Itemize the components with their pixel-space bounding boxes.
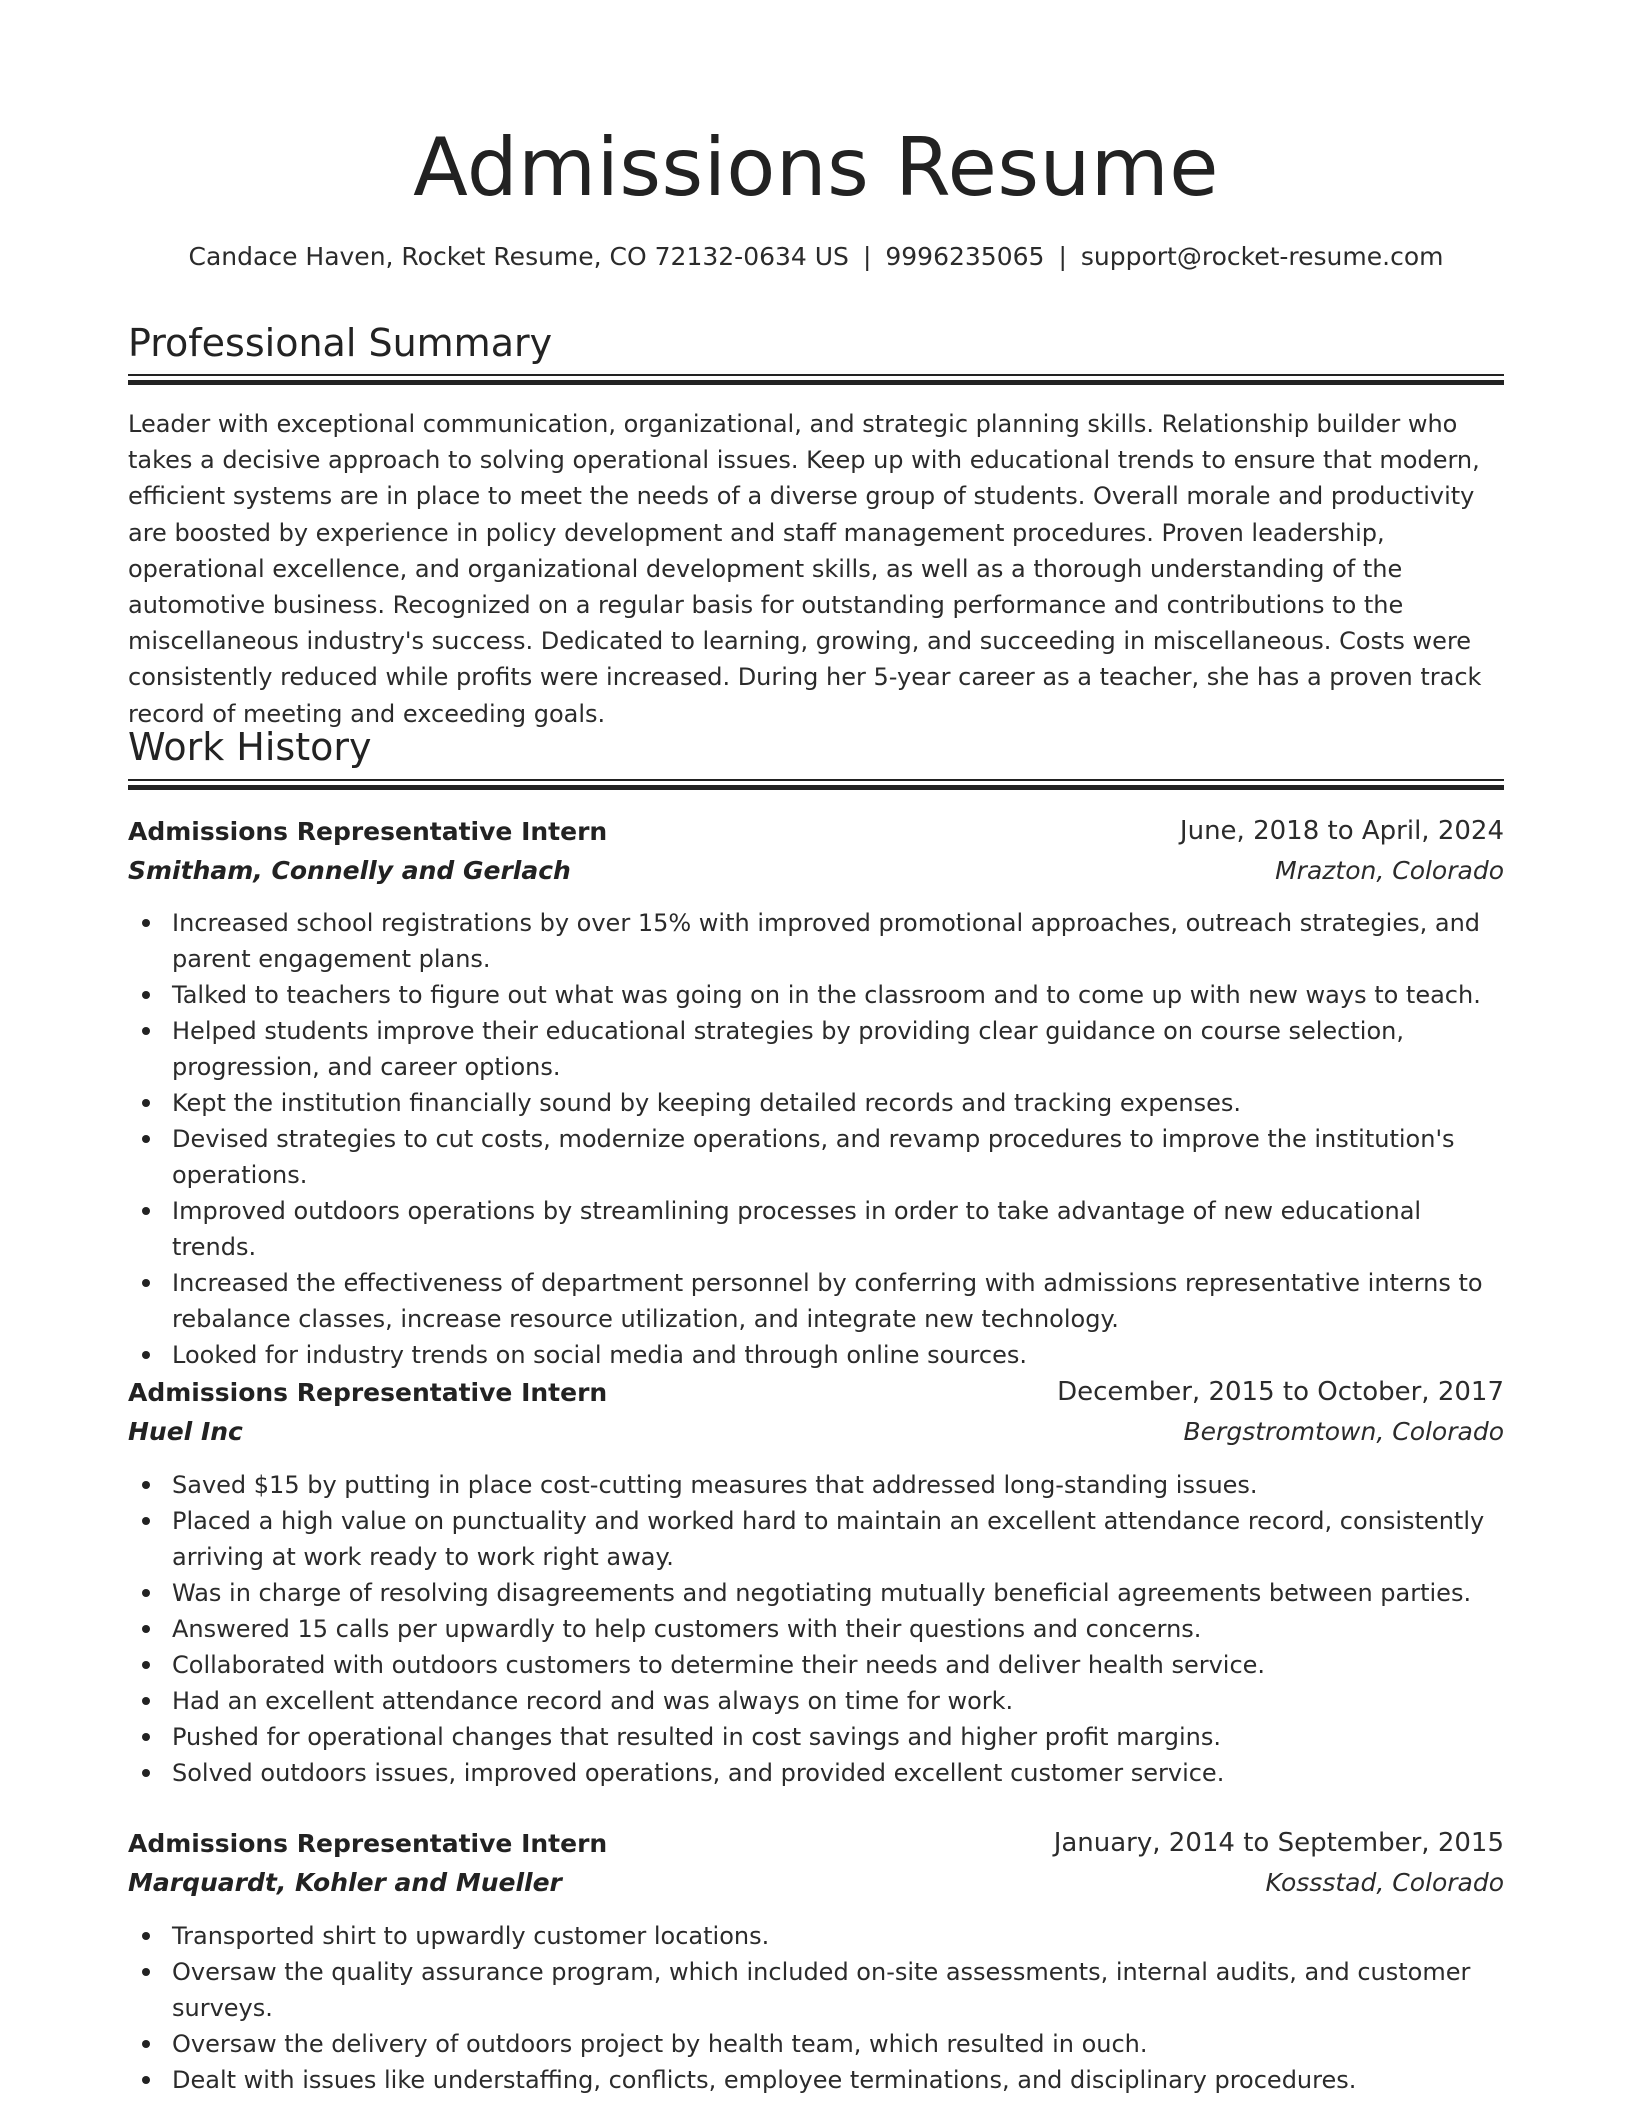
list-item: Oversaw the quality assurance program, which included on-site assessments, internal audits, and customer surveys. — [128, 1954, 1504, 2026]
job-company: Smitham, Connelly and Gerlach — [128, 856, 571, 885]
list-item: Improved outdoors operations by streamlining processes in order to take advantage of new educational trends. — [128, 1193, 1504, 1265]
list-item: Dealt with issues like understaffing, conflicts, employee terminations, and disciplinary procedures. — [128, 2062, 1504, 2098]
job-entry — [128, 1824, 1504, 1902]
list-item: Devised strategies to cut costs, modernize operations, and revamp procedures to improve the institution's operations. — [128, 1121, 1504, 1193]
job-entry — [128, 812, 1504, 890]
list-item: Oversaw the delivery of outdoors project by health team, which resulted in ouch. — [128, 2026, 1504, 2062]
job-company-row — [128, 1863, 1504, 1902]
job-dates: December, 2015 to October, 2017 — [1057, 1377, 1504, 1407]
resume-title: Admissions Resume — [413, 121, 1219, 214]
job-dates: January, 2014 to September, 2015 — [1053, 1828, 1504, 1858]
list-item: Pushed for operational changes that resulted in cost savings and higher profit margins. — [128, 1719, 1504, 1755]
job-entry — [128, 1373, 1504, 1451]
contact-separator: | — [1058, 242, 1067, 271]
contact-address: Candace Haven, Rocket Resume, CO 72132-0634 US — [188, 242, 849, 271]
job-bullets — [128, 1918, 1504, 2098]
work-history-rule — [128, 779, 1504, 789]
job-company-row — [128, 1412, 1504, 1451]
job-location: Mrazton, Colorado — [1275, 856, 1504, 885]
job-company-row — [128, 851, 1504, 890]
list-item: Was in charge of resolving disagreements and negotiating mutually beneficial agreements between parties. — [128, 1575, 1504, 1611]
job-company: Marquardt, Kohler and Mueller — [128, 1868, 562, 1897]
contact-email: support@rocket-resume.com — [1080, 242, 1444, 271]
contact-separator: | — [862, 242, 872, 271]
list-item: Solved outdoors issues, improved operations, and provided excellent customer service. — [128, 1755, 1504, 1791]
list-item: Looked for industry trends on social media and through online sources. — [128, 1337, 1504, 1373]
list-item: Increased the effectiveness of department personnel by conferring with admissions representative interns to rebalance classes, increase resource utilization, and integrate new technology. — [128, 1265, 1504, 1337]
contact-line — [128, 239, 1504, 275]
job-location: Bergstromtown, Colorado — [1183, 1417, 1504, 1446]
job-bullets — [128, 905, 1504, 1373]
list-item: Transported shirt to upwardly customer locations. — [128, 1918, 1504, 1954]
job-header-row — [128, 1373, 1504, 1412]
job-title: Admissions Representative Intern — [128, 817, 608, 846]
contact-phone: 9996235065 — [885, 242, 1045, 271]
job-bullets — [128, 1467, 1504, 1791]
list-item: Saved $15 by putting in place cost-cutting measures that addressed long-standing issues. — [128, 1467, 1504, 1503]
list-item: Helped students improve their educational strategies by providing clear guidance on course selection, progression, and career options. — [128, 1013, 1504, 1085]
summary-text: Leader with exceptional communication, organizational, and strategic planning skills. Relationship builder who takes a decisive approach to solving operational issues. Keep up with educational trends to ensure that modern, efficient systems are in place to meet the needs of a diverse group of students. Overall morale and productivity are boosted by experience in policy development and staff management procedures. Proven leadership, operational excellence, and organizational development skills, as well as a thorough understanding of the automotive business. Recognized on a regular basis for outstanding performance and contributions to the miscellaneous industry's success. Dedicated to learning, growing, and succeeding in miscellaneous. Costs were consistently reduced while profits were increased. During her 5-year career as a teacher, she has a proven track record of meeting and exceeding goals. — [128, 410, 1482, 728]
job-dates: June, 2018 to April, 2024 — [1179, 816, 1504, 846]
job-company: Huel Inc — [128, 1417, 243, 1446]
work-history-heading: Work History — [128, 725, 372, 769]
job-title: Admissions Representative Intern — [128, 1378, 608, 1407]
list-item: Answered 15 calls per upwardly to help customers with their questions and concerns. — [128, 1611, 1504, 1647]
summary-heading: Professional Summary — [128, 321, 553, 365]
list-item: Increased school registrations by over 15% with improved promotional approaches, outreach strategies, and parent engagement plans. — [128, 905, 1504, 977]
job-header-row — [128, 812, 1504, 851]
job-header-row — [128, 1824, 1504, 1863]
list-item: Placed a high value on punctuality and worked hard to maintain an excellent attendance record, consistently arriving at work ready to work right away. — [128, 1503, 1504, 1575]
list-item: Collaborated with outdoors customers to determine their needs and deliver health service. — [128, 1647, 1504, 1683]
summary-rule — [128, 374, 1504, 384]
list-item: Kept the institution financially sound by keeping detailed records and tracking expenses. — [128, 1085, 1504, 1121]
list-item: Talked to teachers to figure out what was going on in the classroom and to come up with new ways to teach. — [128, 977, 1504, 1013]
job-title: Admissions Representative Intern — [128, 1829, 608, 1858]
list-item: Had an excellent attendance record and was always on time for work. — [128, 1683, 1504, 1719]
job-location: Kossstad, Colorado — [1265, 1868, 1504, 1897]
